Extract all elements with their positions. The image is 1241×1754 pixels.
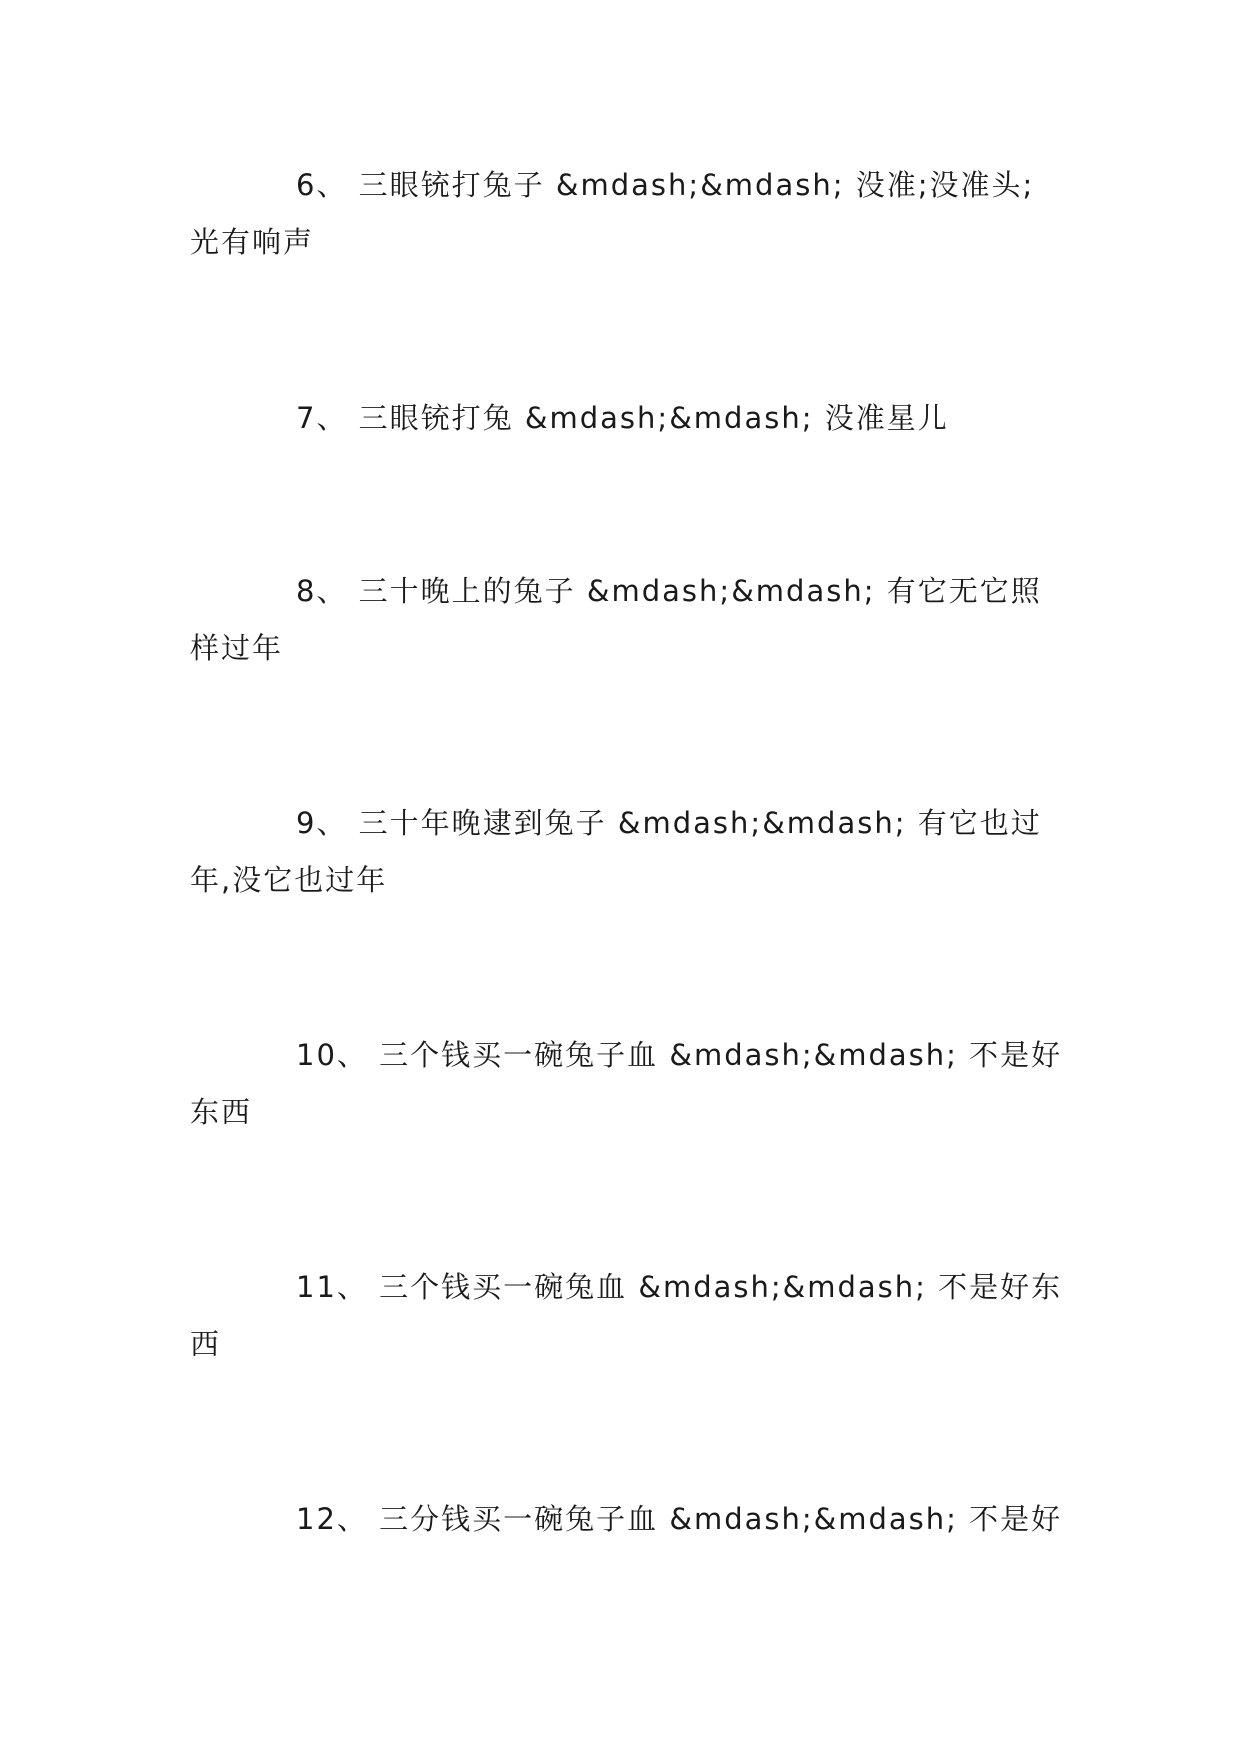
- list-item: [190, 563, 1050, 677]
- entry-line-2: 光有响声: [190, 225, 315, 259]
- entry-line-1: 7、 三眼铳打兔 &mdash;&mdash; 没准星儿: [296, 401, 949, 435]
- entry-line-1: 9、 三十年晚逮到兔子 &mdash;&mdash; 有它也过: [296, 806, 1042, 840]
- list-item: [190, 1259, 1063, 1373]
- entry-line-2: 样过年: [190, 631, 284, 665]
- entry-line-1: 8、 三十晚上的兔子 &mdash;&mdash; 有它无它照: [296, 574, 1042, 608]
- list-item: [190, 157, 1050, 271]
- entry-line-1: 12、 三分钱买一碗兔子血 &mdash;&mdash; 不是好: [296, 1502, 1063, 1536]
- list-item: [190, 390, 1050, 447]
- list-item: [190, 1027, 1063, 1141]
- list-item: [190, 795, 1050, 909]
- entry-line-2: 年,没它也过年: [190, 863, 388, 897]
- list-item: [190, 1491, 1063, 1548]
- entry-line-1: 11、 三个钱买一碗兔血 &mdash;&mdash; 不是好东: [296, 1270, 1063, 1304]
- entry-line-2: 西: [190, 1327, 222, 1361]
- entry-line-1: 10、 三个钱买一碗兔子血 &mdash;&mdash; 不是好: [296, 1038, 1063, 1072]
- entry-line-2: 东西: [190, 1095, 253, 1129]
- entry-line-1: 6、 三眼铳打兔子 &mdash;&mdash; 没准;没准头;: [296, 168, 1035, 202]
